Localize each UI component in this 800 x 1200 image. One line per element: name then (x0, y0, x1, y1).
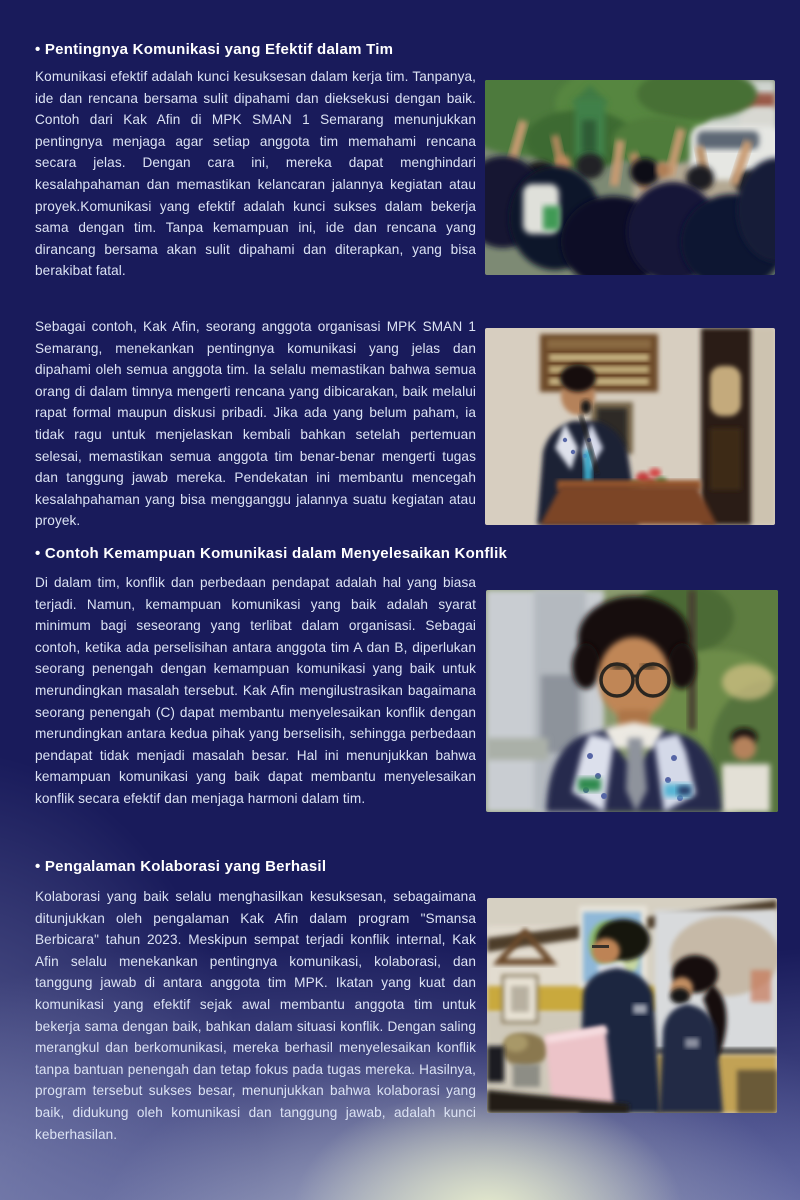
paragraph-komunikasi-efektif: Komunikasi efektif adalah kunci kesuksesan dalam kerja tim. Tanpanya, ide dan rencana bersama sulit dipahami dan dieksekusi dengan baik. Contoh dari Kak Afin di MPK SMAN 1 Semarang menunjukkan pentingnya menjaga agar setiap anggota tim memahami rencana secara jelas. Dengan cara ini, mereka dapat menghindari kesalahpahaman dan memastikan kelancaran jalannya kegiatan atau proyek.Komunikasi yang efektif adalah kunci sukses dalam bekerja sama dengan tim. Tanpa kemampuan ini, ide dan rencana yang dirancang bersama akan sulit dipahami dan diterapkan, yang bisa berakibat fatal. (35, 69, 476, 279)
photo-portrait-batik-blazer (486, 590, 778, 812)
photo-podium-speech (485, 328, 775, 525)
photo-crowd-hands-raised (485, 80, 775, 275)
photo-classroom-presentation (487, 898, 777, 1113)
heading-pentingnya-komunikasi: • Pentingnya Komunikasi yang Efektif dalam Tim (35, 41, 394, 58)
paragraph-menyelesaikan-konflik: Di dalam tim, konflik dan perbedaan pendapat adalah hal yang biasa terjadi. Namun, kemampuan komunikasi yang baik adalah syarat minimum bagi seseorang yang terlibat dalam organisasi. Sebagai contoh, ketika ada perselisihan antara anggota tim A dan B, diperlukan seorang penengah dengan kemampuan komunikasi yang baik untuk merundingkan masalah tersebut. Kak Afin mengilustrasikan bagaimana seorang penengah (C) dapat membantu menyelesaikan konflik dengan merundingkan antara kedua pihak yang berselisih, sehingga perbedaan pendapat tidak menjadi masalah besar. Hal ini menunjukkan bahwa kemampuan komunikasi yang baik dapat membantu menyelesaikan konflik secara efektif dan menjaga harmoni dalam tim. (35, 575, 476, 806)
paragraph-contoh-kak-afin: Sebagai contoh, Kak Afin, seorang anggota organisasi MPK SMAN 1 Semarang, menekankan pentingnya komunikasi yang jelas dan dipahami oleh semua anggota tim. Ia selalu memastikan bahwa semua orang di dalam timnya mengerti rencana yang dibicarakan, baik melalui rapat formal maupun diskusi pribadi. Jika ada yang belum paham, ia tidak ragu untuk menjelaskan kembali bahkan setelah pertemuan selesai, memastikan semua anggota tim benar-benar mengerti tugas dan tanggung jawab mereka. Pendekatan ini membantu mencegah kesalahpahaman yang bisa mengganggu jalannya suatu kegiatan atau proyek. (35, 319, 476, 529)
paragraph-kolaborasi-berhasil: Kolaborasi yang baik selalu menghasilkan kesuksesan, sebagaimana ditunjukkan oleh pengalaman Kak Afin dalam program "Smansa Berbicara" tahun 2023. Meskipun sempat terjadi konflik internal, Kak Afin selalu menekankan pentingnya komunikasi, kolaborasi, dan tanggung jawab di antara anggota tim MPK. Ikatan yang kuat dan komunikasi yang efektif sejak awal membantu anggota tim untuk bekerja sama dengan baik, bahkan dalam situasi konflik. Dengan saling merangkul dan berkomunikasi, mereka berhasil menyelesaikan konflik tanpa bantuan penengah dan tetap fokus pada tugas mereka. Hasilnya, program tersebut sukses besar, menunjukkan bahwa kolaborasi yang baik, didukung oleh komunikasi dan tanggung jawab, adalah kunci keberhasilan. (35, 889, 476, 1142)
heading-contoh-kemampuan-komunikasi: • Contoh Kemampuan Komunikasi dalam Menyelesaikan Konflik (35, 545, 508, 562)
heading-pengalaman-kolaborasi: • Pengalaman Kolaborasi yang Berhasil (35, 858, 327, 875)
